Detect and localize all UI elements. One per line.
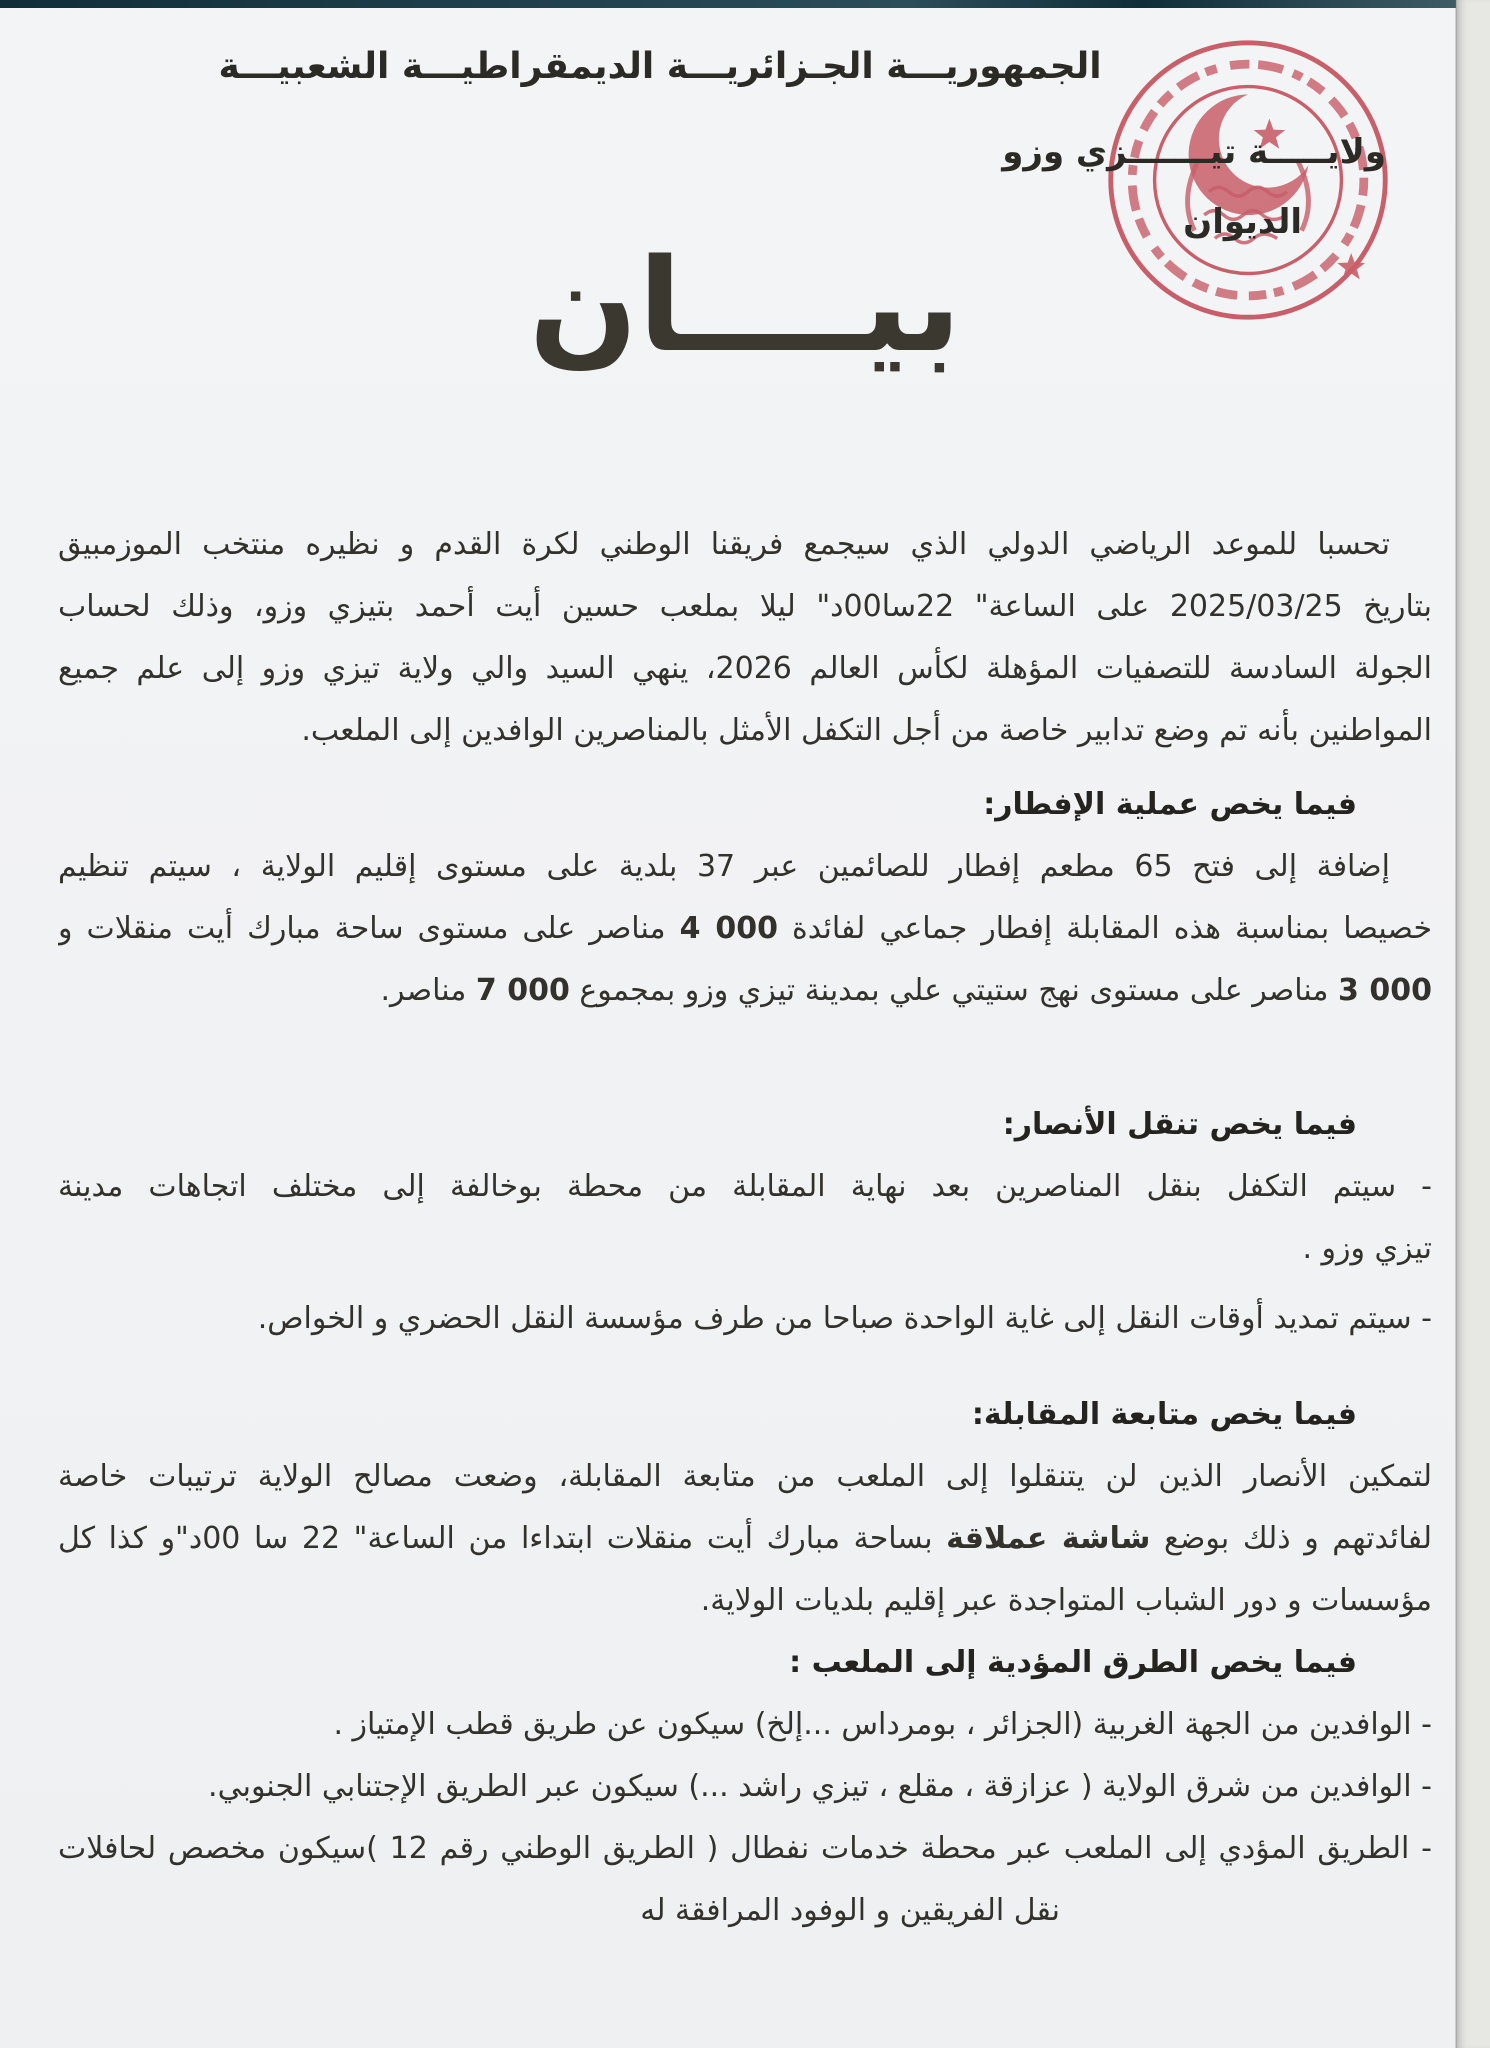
text-segment: مناصر على مستوى نهج ستيتي علي بمدينة تيزي وزو بمجموع bbox=[569, 973, 1339, 1008]
document-body bbox=[58, 514, 1432, 1942]
viewing-section-heading: فيما يخص متابعة المقابلة: bbox=[971, 1397, 1357, 1432]
viewing-line: مؤسسات و دور الشباب المتواجدة عبر إقليم بلديات الولاية. bbox=[700, 1583, 1432, 1618]
intro-line: تحسبا للموعد الرياضي الدولي الذي سيجمع فريقنا الوطني لكرة القدم و نظيره منتخب الموزمبيق bbox=[58, 527, 1390, 562]
supporters-count-3000: 3 000 bbox=[1338, 973, 1432, 1008]
iftar-line: إضافة إلى فتح 65 مطعم إفطار للصائمين عبر 37 بلدية على مستوى إقليم الولاية ، سيتم تنظيم bbox=[58, 849, 1390, 884]
document-title: بيــــان bbox=[528, 232, 962, 381]
intro-paragraph bbox=[58, 514, 1432, 762]
viewing-line: لتمكين الأنصار الذين لن يتنقلوا إلى الملعب من متابعة المقابلة، وضعت مصالح الولاية ترتيبات خاصة bbox=[58, 1459, 1432, 1494]
viewing-paragraph bbox=[58, 1446, 1432, 1632]
transport-paragraph bbox=[58, 1156, 1432, 1350]
iftar-paragraph bbox=[58, 836, 1432, 1022]
republic-header: الجمهوريـــة الجـزائريـــة الديمقراطيـــة الشعبيـــة bbox=[218, 46, 1102, 87]
roads-line: - الوافدين من الجهة الغربية (الجزائر ، بومرداس ...إلخ) سيكون عن طريق قطب الإمتياز . bbox=[333, 1707, 1432, 1742]
transport-line: - سيتم تمديد أوقات النقل إلى غاية الواحدة صباحا من طرف مؤسسة النقل الحضري و الخواص. bbox=[257, 1301, 1432, 1336]
iftar-section-heading: فيما يخص عملية الإفطار: bbox=[983, 787, 1357, 822]
iftar-line bbox=[58, 898, 1432, 960]
intro-line: المواطنين بأنه تم وضع تدابير خاصة من أجل التكفل الأمثل بالمناصرين الوافدين إلى الملعب. bbox=[301, 713, 1432, 748]
text-segment: لفائدتهم و ذلك بوضع bbox=[1150, 1521, 1432, 1556]
roads-line: - الوافدين من شرق الولاية ( عزازقة ، مقلع ، تيزي راشد ...) سيكون عبر الطريق الإجتنابي الجنوبي. bbox=[208, 1769, 1432, 1804]
transport-line: تيزي وزو . bbox=[1302, 1231, 1432, 1266]
supporters-count-4000: 4 000 bbox=[679, 911, 779, 946]
transport-line: - سيتم التكفل بنقل المناصرين بعد نهاية المقابلة من محطة بوخالفة إلى مختلف اتجاهات مدينة bbox=[58, 1169, 1432, 1204]
transport-section-heading: فيما يخص تنقل الأنصار: bbox=[1002, 1107, 1357, 1142]
scanner-edge-top bbox=[0, 0, 1464, 8]
wilaya-name: ولايـــــة تيـــــــزي وزو bbox=[1002, 132, 1386, 172]
roads-paragraph bbox=[58, 1694, 1432, 1942]
intro-line: بتاريخ 2025/03/25 على الساعة" 22سا00د" ليلا بملعب حسين أيت أحمد بتيزي وزو، وذلك لحساب bbox=[58, 589, 1432, 624]
red-round-official-stamp-icon bbox=[1102, 34, 1394, 326]
office-name: الديوان bbox=[1183, 202, 1302, 242]
iftar-line bbox=[58, 960, 1432, 1022]
text-segment: خصيصا بمناسبة هذه المقابلة إفطار جماعي لفائدة bbox=[778, 911, 1432, 946]
roads-section-heading: فيما يخص الطرق المؤدية إلى الملعب : bbox=[789, 1645, 1357, 1680]
intro-line: الجولة السادسة للتصفيات المؤهلة لكأس العالم 2026، ينهي السيد والي ولاية تيزي وزو إلى علم جميع bbox=[58, 651, 1432, 686]
text-segment: بساحة مبارك أيت منقلات ابتداءا من الساعة" 22 سا 00د"و كذا كل bbox=[58, 1521, 947, 1556]
roads-line: - الطريق المؤدي إلى الملعب عبر محطة خدمات نفطال ( الطريق الوطني رقم 12 )سيكون مخصص لحافلات bbox=[58, 1831, 1432, 1866]
supporters-count-7000: 7 000 bbox=[475, 973, 570, 1008]
text-segment: مناصر. bbox=[380, 973, 476, 1008]
roads-line: نقل الفريقين و الوفود المرافقة له bbox=[640, 1893, 1060, 1928]
viewing-line bbox=[58, 1508, 1432, 1570]
text-segment: مناصر على مستوى ساحة مبارك أيت منقلات و bbox=[58, 911, 680, 946]
giant-screen-text: شاشة عملاقة bbox=[946, 1521, 1151, 1556]
